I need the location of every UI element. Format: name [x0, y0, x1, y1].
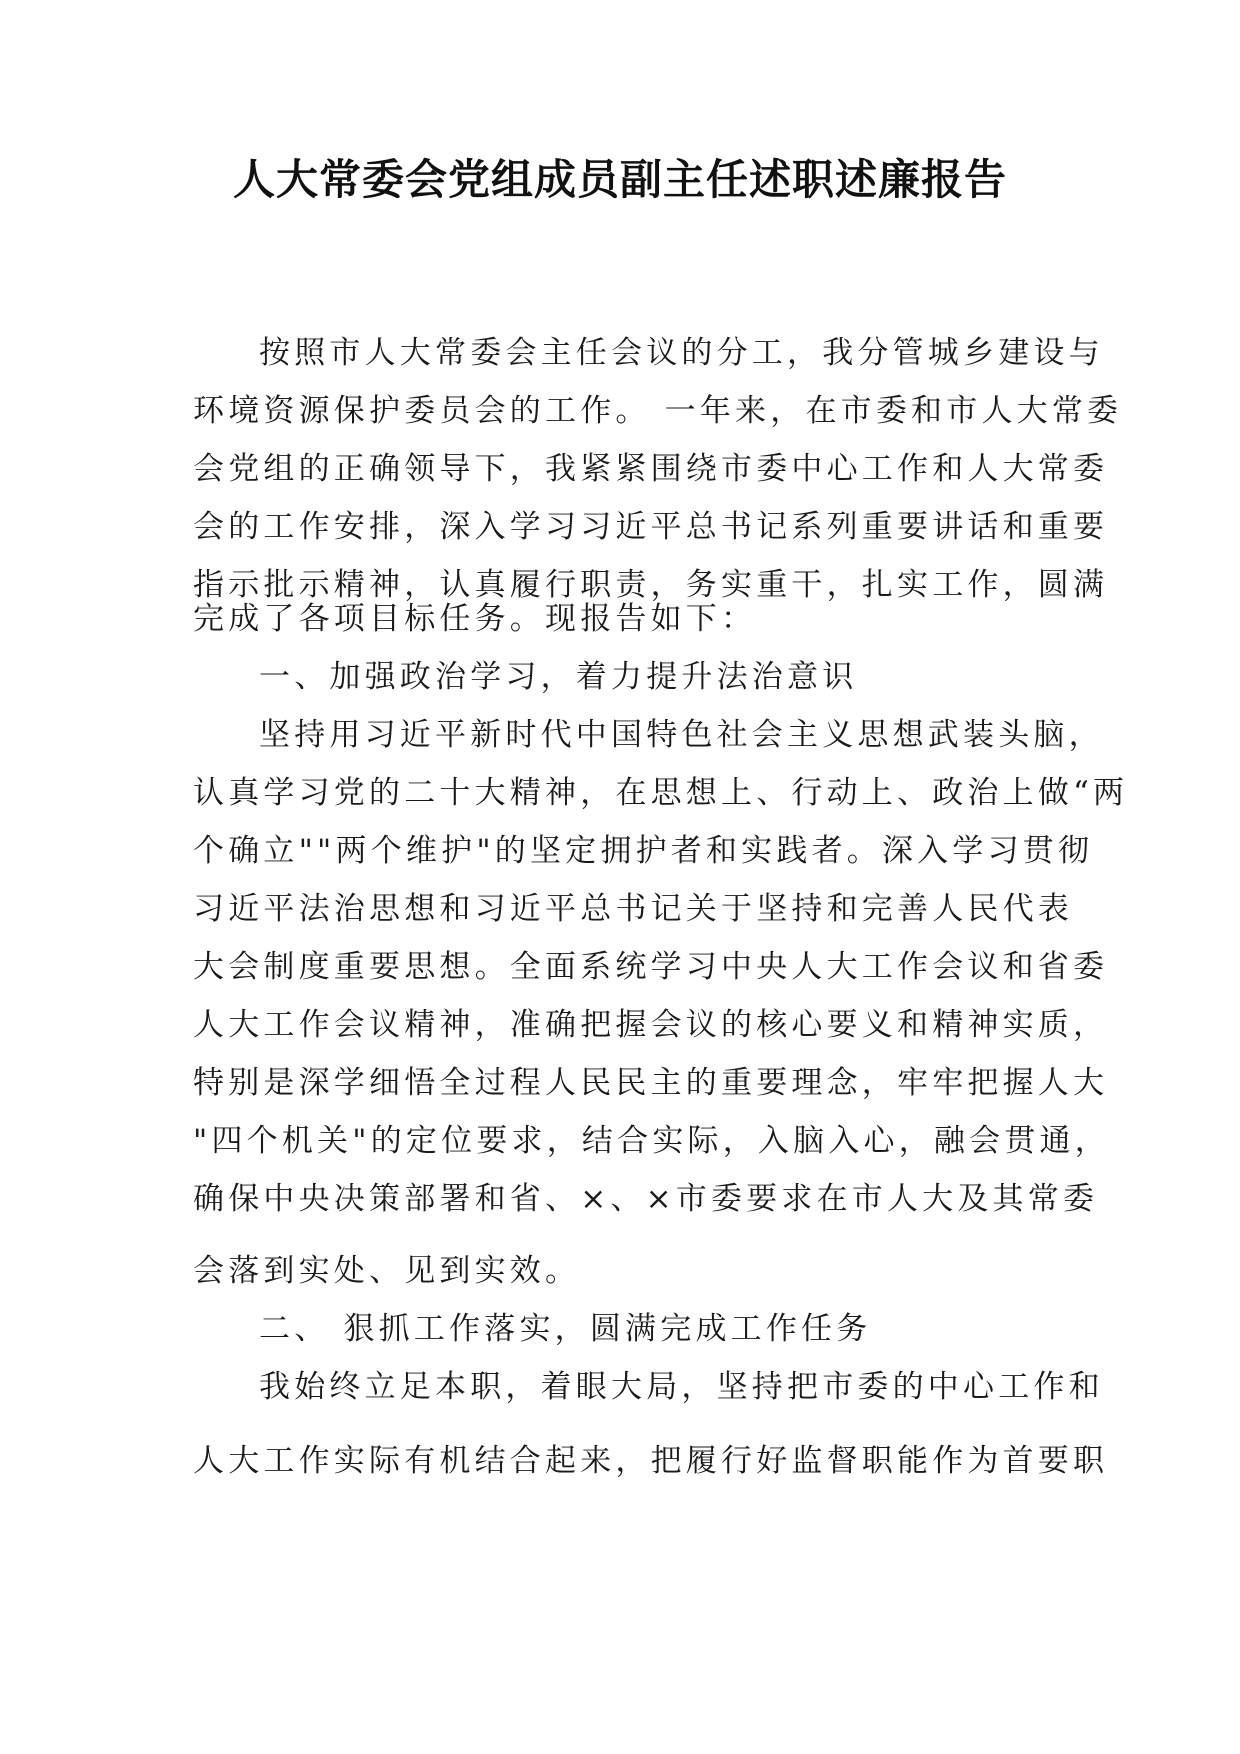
section-two-block [193, 1242, 1104, 1416]
text-line: 我始终立足本职，着眼大局，坚持把市委的中心工作和 [259, 1369, 1104, 1405]
text-line: 大会制度重要思想。全面系统学习中央人大工作会议和省委 [193, 949, 1109, 985]
section-heading-1: 一、加强政治学习，着力提升法治意识 [259, 659, 858, 695]
text-line: 认真学习党的二十大精神，在思想上、行动上、政治上做“两 [193, 775, 1129, 811]
text-line: 习近平法治思想和习近平总书记关于坚持和完善人民代表 [193, 891, 1073, 927]
text-line: 个确立""两个维护"的坚定拥护者和实践者。深入学习贯彻 [193, 833, 1094, 869]
text-line: 会的工作安排，深入学习习近平总书记系列重要讲话和重要 [193, 509, 1109, 545]
section-heading-2: 二、 狠抓工作落实，圆满完成工作任务 [259, 1311, 872, 1347]
document-title: 人大常委会党组成员副主任述职述廉报告 [232, 155, 1007, 204]
text-line: 特别是深学细悟全过程人民民主的重要理念，牢牢把握人大 [193, 1065, 1109, 1101]
text-line: 人大工作实际有机结合起来，把履行好监督职能作为首要职 [193, 1443, 1109, 1479]
text-line: 会党组的正确领导下，我紧紧围绕市委中心工作和人大常委 [193, 451, 1109, 487]
text-line: 坚持用习近平新时代中国特色社会主义思想武装头脑， [259, 717, 1104, 753]
text-line: 按照市人大常委会主任会议的分工，我分管城乡建设与 [259, 335, 1104, 371]
text-line: 会落到实处、见到实效。 [193, 1253, 581, 1289]
text-line: "四个机关"的定位要求，结合实际，入脑入心，融会贯通， [193, 1123, 1110, 1159]
text-line: 完成了各项目标任务。现报告如下： [193, 601, 757, 637]
section-one-block [193, 590, 1129, 1228]
text-line: 人大工作会议精神，准确把握会议的核心要义和精神实质， [193, 1007, 1109, 1043]
text-line: 环境资源保护委员会的工作。 一年来，在市委和市人大常委 [193, 393, 1123, 429]
section-two-continued-block [193, 1432, 1109, 1490]
intro-paragraph-block [193, 324, 1123, 614]
text-line: 确保中央决策部署和省、×、×市委要求在市人大及其常委 [193, 1181, 1099, 1217]
text-line: 指示批示精神，认真履行职责，务实重干，扎实工作，圆满 [193, 567, 1109, 603]
